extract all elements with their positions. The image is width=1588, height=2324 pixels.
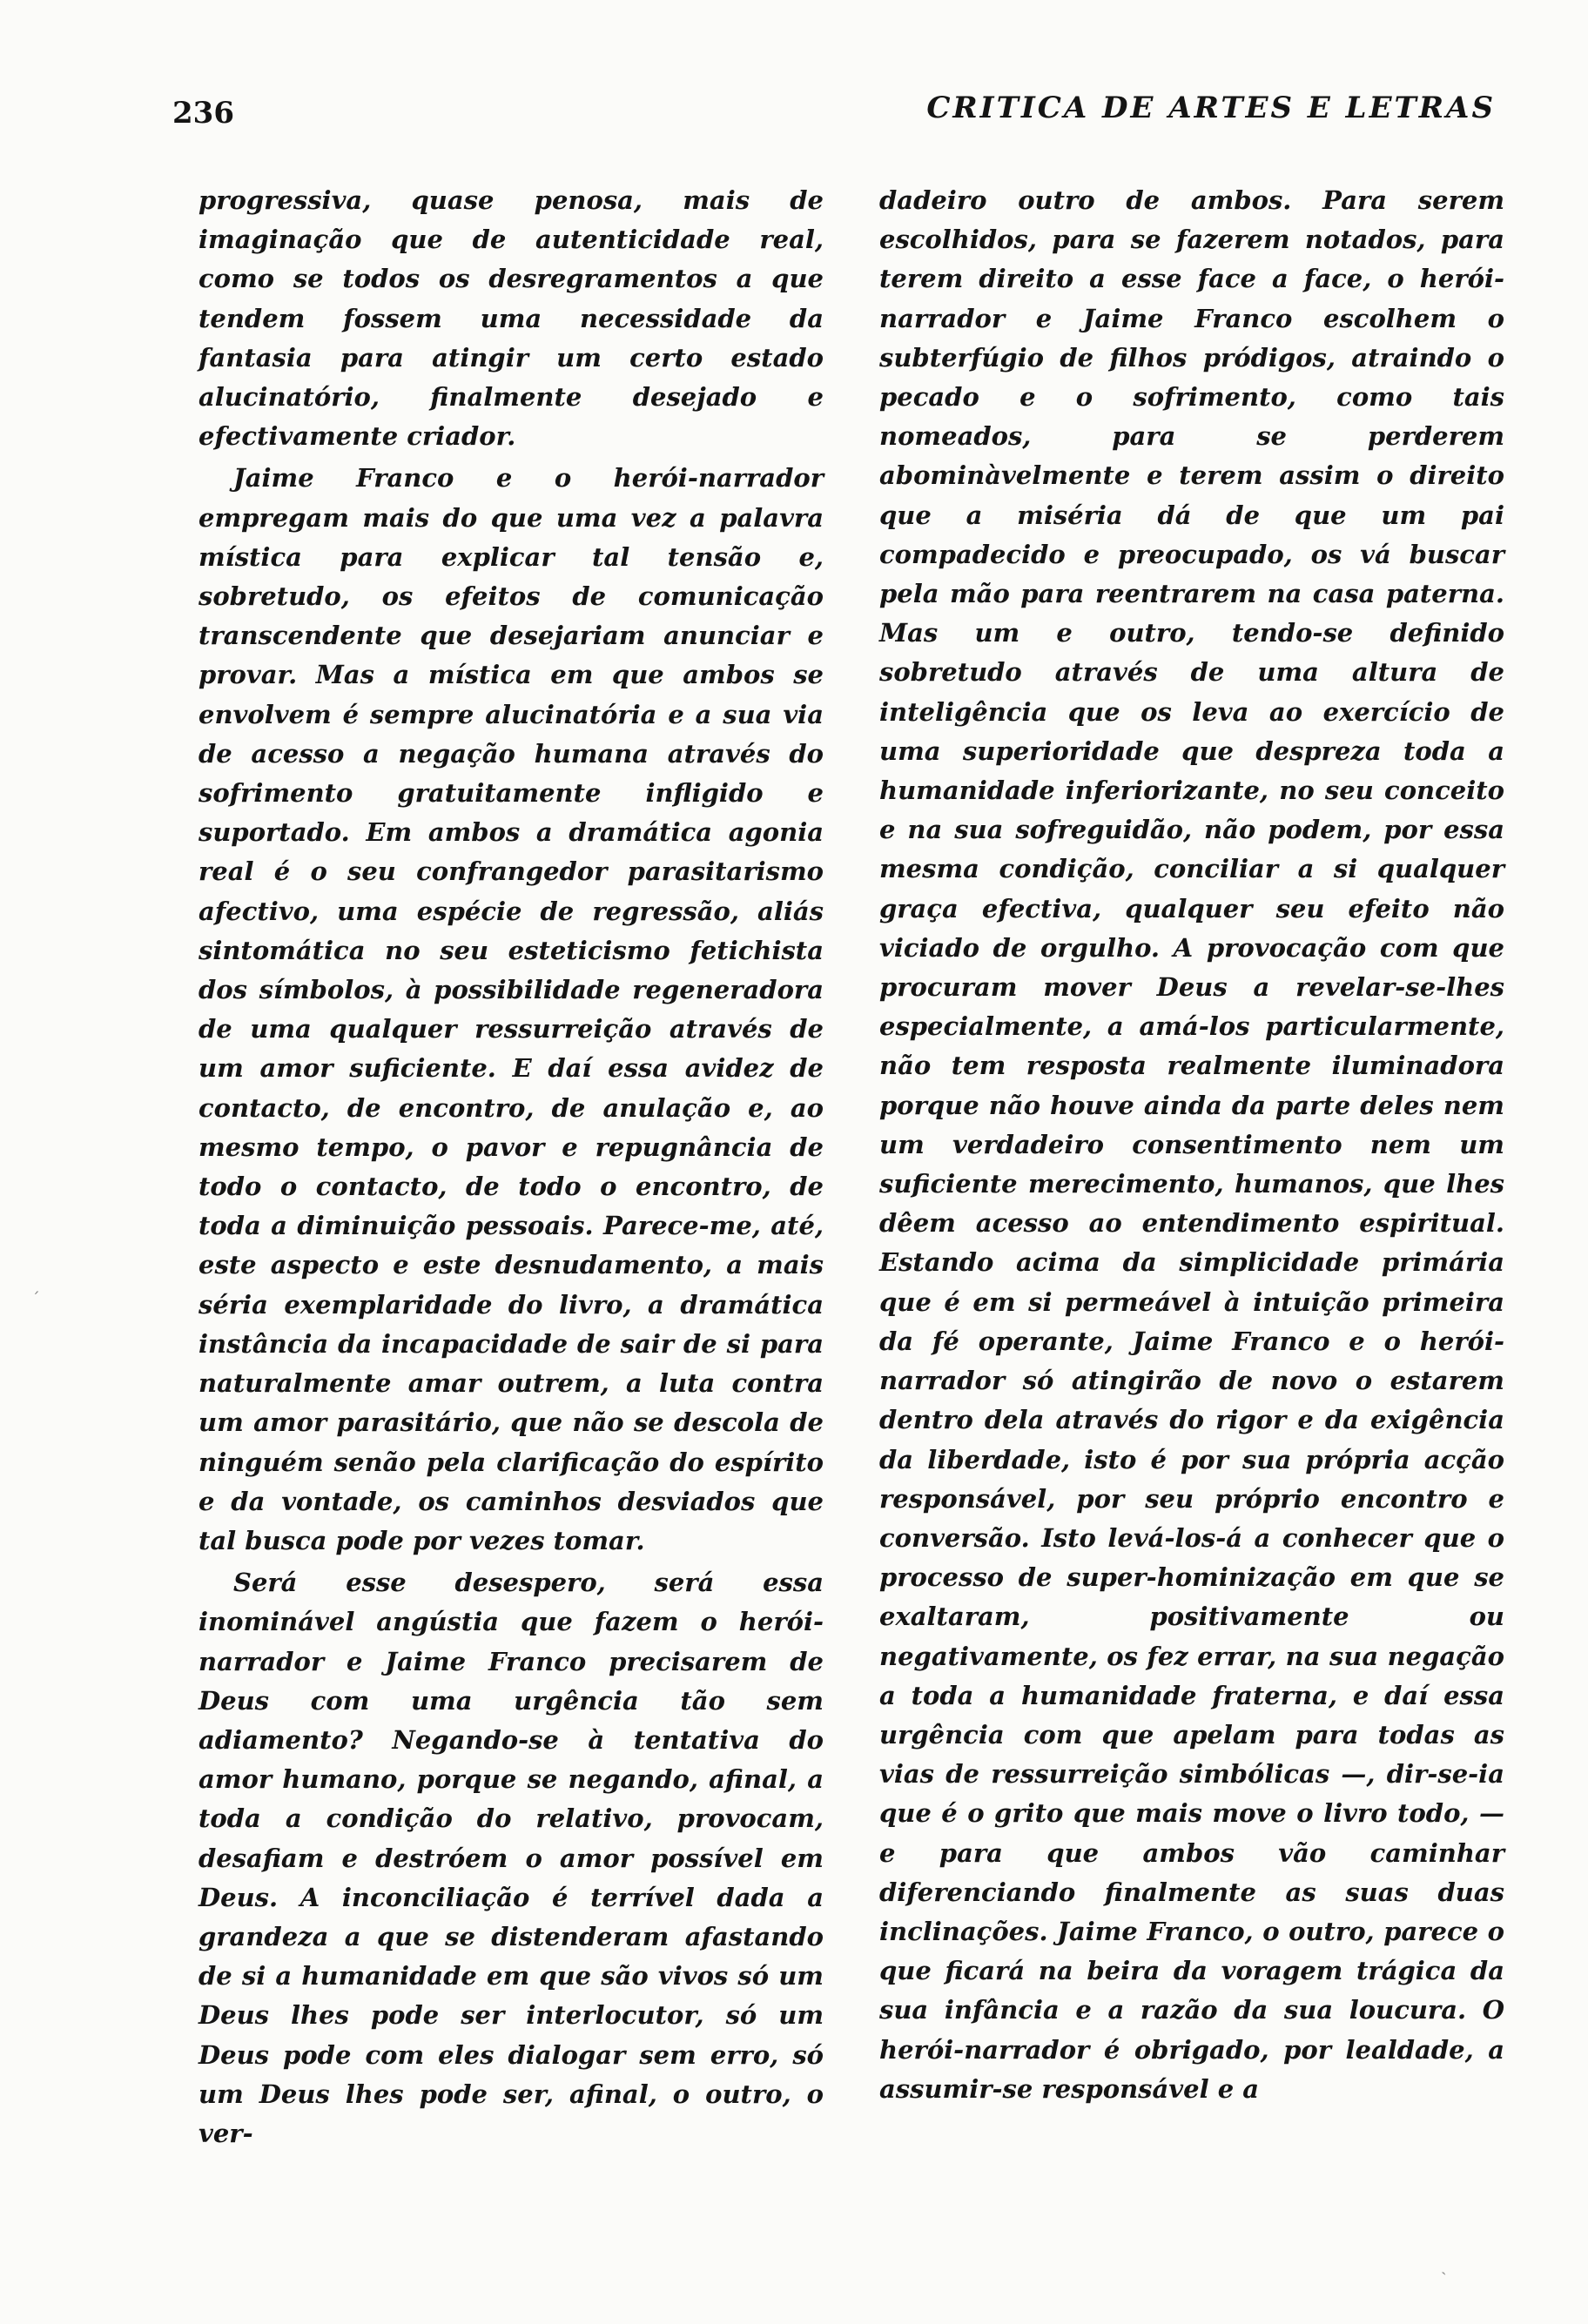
running-title: CRITICA DE ARTES E LETRAS (926, 91, 1496, 125)
paragraph: progressiva, quase penosa, mais de imaginação que de autenticidade real, como se todos os desregramentos a que tendem fossem uma necessidade da fantasia para atingir um certo estado alucinatório, finalmente desejado e efectivamente criador. (198, 185, 824, 452)
left-column (198, 181, 824, 2153)
page-number: 236 (172, 96, 234, 131)
scan-speck: ˏ (1441, 2254, 1447, 2275)
paragraph: Será esse desespero, será essa inominável angústia que fazem o herói-narrador e Jaime Franco precisarem de Deus com uma urgência tão sem adiamento? Negando-se à tentativa do amor humano, porque se negando, afinal, a toda a condição do relativo, provocam, desafiam e destróem o amor possível em Deus. A inconciliação é terrível dada a grandeza a que se distenderam afastando de si a humanidade em que são vivos só um Deus lhes pode ser interlocutor, só um Deus pode com eles dialogar sem erro, só um Deus lhes pode ser, afinal, o outro, o ver- (198, 1568, 824, 2148)
right-column (879, 181, 1504, 2109)
paragraph: Jaime Franco e o herói-narrador empregam mais do que uma vez a palavra mística para explicar tal tensão e, sobretudo, os efeitos de comunicação transcendente que desejariam anunciar e provar. Mas a mística em que ambos se envolvem é sempre alucinatória e a sua via de acesso a negação humana através do sofrimento gratuitamente infligido e suportado. Em ambos a dramática agonia real é o seu confrangedor parasitarismo afectivo, uma espécie de regressão, aliás sintomática no seu esteticismo fetichista dos símbolos, à possibilidade regeneradora de uma qualquer ressurreição através de um amor suficiente. E daí essa avidez de contacto, de encontro, de anulação e, ao mesmo tempo, o pavor e repugnância de todo o contacto, de todo o encontro, de toda a diminuição pessoais. Parece-me, até, este aspecto e este desnudamento, a mais séria exemplaridade do livro, a dramática instância da incapacidade de sair de si para naturalmente amar outrem, a luta contra um amor parasitário, que não se descola de ninguém senão pela clarificação do espírito e da vontade, os caminhos desviados que tal busca pode por vezes tomar. (198, 463, 824, 1555)
scan-speck: ˊ (31, 1288, 40, 1309)
paragraph: dadeiro outro de ambos. Para serem escolhidos, para se fazerem notados, para terem direito a esse face a face, o herói-narrador e Jaime Franco escolhem o subterfúgio de filhos pródigos, atraindo o pecado e o sofrimento, como tais nomeados, para se perderem abominàvelmente e terem assim o direito que a miséria dá de que um pai compadecido e preocupado, os vá buscar pela mão para reentrarem na casa paterna. Mas um e outro, tendo-se definido sobretudo através de uma altura de inteligência que os leva ao exercício de uma superioridade que despreza toda a humanidade inferiorizante, no seu conceito e na sua sofreguidão, não podem, por essa mesma condição, conciliar a si qualquer graça efectiva, qualquer seu efeito não viciado de orgulho. A provocação com que procuram mover Deus a revelar-se-lhes especialmente, a amá-los particularmente, não tem resposta realmente iluminadora porque não houve ainda da parte deles nem um verdadeiro consentimento nem um suficiente merecimento, humanos, que lhes dêem acesso ao entendimento espiritual. Estando acima da simplicidade primária que é em si permeável à intuição primeira da fé operante, Jaime Franco e o herói-narrador só atingirão de novo o estarem dentro dela através do rigor e da exigência da liberdade, isto é por sua própria acção responsável, por seu próprio encontro e conversão. Isto levá-los-á a conhecer que o processo de super-hominização em que se exaltaram, positivamente ou negativamente, os fez errar, na sua negação a toda a humanidade fraterna, e daí essa urgência com que apelam para todas as vias de ressurreição simbólicas —, dir-se-ia que é o grito que mais move o livro todo, — e para que ambos vão caminhar diferenciando finalmente as suas duas inclinações. Jaime Franco, o outro, parece o que ficará na beira da voragem trágica da sua infância e a razão da sua loucura. O herói-narrador é obrigado, por lealdade, a assumir-se responsável e a (879, 185, 1504, 2104)
